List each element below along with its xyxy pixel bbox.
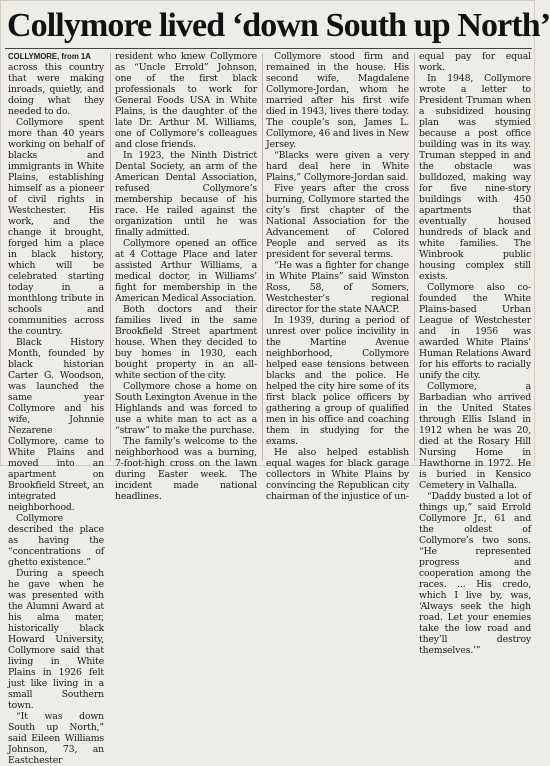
paragraph: Both doctors and their families lived in the same Brookfield Street apartment house. When they decided to buy homes in 1930, each bought property in an all-white section of the city. xyxy=(115,304,257,381)
column-1 xyxy=(8,51,104,766)
headline: Collymore lived ‘down South up North’ xyxy=(7,7,550,44)
column-divider xyxy=(414,53,415,461)
paragraph: In 1939, during a period of unrest over police incivility in the Martine Avenue neighborhood, Collymore helped ease tensions between blacks and the police. He helped the city hire some of its first black police officers by gathering a group of qualified men in his office and coaching them in studying for the exams. xyxy=(266,315,409,447)
paragraph: Collymore, a Barbadian who arrived in the United States through Ellis Island in 1912 when he was 20, died at the Rosary Hill Nursing Home in Hawthorne in 1972. He is buried in Kensico Cemetery in Valhalla. xyxy=(419,381,531,491)
continuation-line: COLLYMORE, from 1A xyxy=(8,52,91,61)
paragraph: Collymore also co-founded the White Plains-based Urban League of Westchester and in 1956 was awarded White Plains’ Human Relations Award for his efforts to racially unify the city. xyxy=(419,282,531,381)
column-3 xyxy=(266,51,409,502)
paragraph: Collymore opened an office at 4 Cottage Place and later assisted Arthur Williams, a medical doctor, in Williams’ fight for membership in the American Medical Association. xyxy=(115,238,257,304)
paragraph: Collymore stood firm and remained in the house. His second wife, Magdalene Collymore-Jordan, whom he married after his first wife died in 1943, lives there today. The couple’s son, James L. Collymore, 46 and lives in New Jersey. xyxy=(266,51,409,150)
column-4 xyxy=(419,51,531,656)
paragraph: “Blacks were given a very hard deal here in White Plains,” Collymore-Jordan said. xyxy=(266,150,409,183)
paragraph: Collymore described the place as having the “concentrations of ghetto existence.” xyxy=(8,513,104,568)
paragraph: “Daddy busted a lot of things up,” said Errold Collymore Jr., 61 and the oldest of Collymore’s two sons. “He represented progress and cooperation among the races. ... His credo, which I live by, was, ‘Always seek the high road. Let your enemies take the low road and they’ll destroy themselves.’” xyxy=(419,491,531,656)
paragraph: resident who knew Collymore as “Uncle Errold” Johnson, one of the first black professionals to work for General Foods USA in White Plains, is the daughter of the late Dr. Arthur M. Williams, one of Collymore’s colleagues and close friends. xyxy=(115,51,257,150)
column-2 xyxy=(115,51,257,502)
paragraph: In 1948, Collymore wrote a letter to President Truman when a subsidized housing plan was stymied because a post office building was in its way. Truman stepped in and the obstacle was bulldozed, making way for five nine-story buildings with 450 apartments that eventually housed hundreds of black and white families. The Winbrook public housing complex still exists. xyxy=(419,73,531,282)
headline-rule xyxy=(5,48,532,49)
paragraph: Five years after the cross burning, Collymore started the city’s first chapter of the National Association for the Advancement of Colored People and served as its president for several terms. xyxy=(266,183,409,260)
column-divider xyxy=(262,53,263,461)
paragraph: “It was down South up North,” said Eileen Williams Johnson, 73, an Eastchester xyxy=(8,711,104,766)
paragraph: In 1923, the Ninth District Dental Society, an arm of the American Dental Association, refused Collymore’s membership because of his race. He railed against the organization until he was finally admitted. xyxy=(115,150,257,238)
paragraph: The family’s welcome to the neighborhood was a burning, 7-foot-high cross on the lawn during Easter week. The incident made national headlines. xyxy=(115,436,257,502)
column-divider xyxy=(110,53,111,461)
paragraph: He also helped establish equal wages for black garage collectors in White Plains by convincing the Republican city chairman of the injustice of un- xyxy=(266,447,409,502)
paragraph: across this country that were making inroads, quietly, and doing what they needed to do. xyxy=(8,62,104,117)
paragraph: “He was a fighter for change in White Plains” said Winston Ross, 58, of Somers, Westchester’s regional director for the state NAACP. xyxy=(266,260,409,315)
paragraph: Collymore chose a home on South Lexington Avenue in the Highlands and was forced to use a white man to act as a “straw” to make the purchase. xyxy=(115,381,257,436)
paragraph: Black History Month, founded by black historian Carter G. Woodson, was launched the same year Collymore and his wife, Johnnie Nezarene Collymore, came to White Plains and moved into an apartment on Brookfield Street, an integrated neighborhood. xyxy=(8,337,104,513)
paragraph: Collymore spent more than 40 years working on behalf of blacks and immigrants in White Plains, establishing himself as a pioneer of civil rights in Westchester. His work, and the change it brought, forged him a place in black history, which will be celebrated starting today in a monthlong tribute in schools and communities across the country. xyxy=(8,117,104,337)
paragraph: equal pay for equal work. xyxy=(419,51,531,73)
paragraph: During a speech he gave when he was presented with the Alumni Award at his alma mater, historically black Howard University, Collymore said that living in White Plains in 1926 felt just like living in a small Southern town. xyxy=(8,568,104,711)
